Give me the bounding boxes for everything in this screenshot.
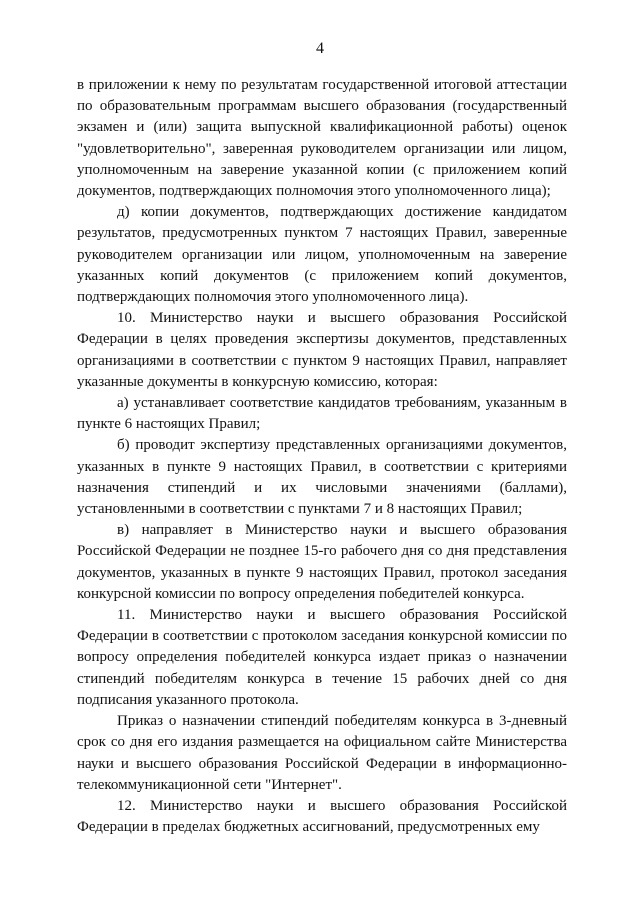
paragraph-item-a: а) устанавливает соответствие кандидатов требованиям, указанным в пункте 6 настоящих Правил; xyxy=(77,395,567,433)
paragraph-clause-10: 10. Министерство науки и высшего образования Российской Федерации в целях проведения экспертизы документов, представленных организациями в соответствии с пунктом 9 настоящих Правил, направляет указанные документы в конкурсную комиссию, которая: xyxy=(77,310,567,390)
paragraph-continuation: в приложении к нему по результатам государственной итоговой аттестации по образовательным программам высшего образования (государственный экзамен и (или) защита выпускной квалификационной работы) оценок "удовлетворительно", заверенная руководителем организации или лицом, уполномоченным на заверение указанной копии (с приложением копий документов, подтверждающих полномочия этого уполномоченного лица); xyxy=(77,77,567,200)
paragraph-item-v: в) направляет в Министерство науки и высшего образования Российской Федерации не позднее 15-го рабочего дня со дня представления документов, указанных в пункте 9 настоящих Правил, протокол заседания конкурсной комиссии по вопросу определения победителей конкурса. xyxy=(77,522,567,602)
document-body xyxy=(77,75,567,838)
page-number: 4 xyxy=(316,40,324,57)
paragraph-order-publication: Приказ о назначении стипендий победителям конкурса в 3-дневный срок со дня его издания размещается на официальном сайте Министерства науки и высшего образования Российской Федерации в информационно-телекоммуникационной сети "Интернет". xyxy=(77,713,567,793)
paragraph-clause-11: 11. Министерство науки и высшего образования Российской Федерации в соответствии с протоколом заседания конкурсной комиссии по вопросу определения победителей конкурса издает приказ о назначении стипендий победителям конкурса в течение 15 рабочих дней со дня подписания указанного протокола. xyxy=(77,607,567,708)
paragraph-item-d: д) копии документов, подтверждающих достижение кандидатом результатов, предусмотренных пунктом 7 настоящих Правил, заверенные руководителем организации или лицом, уполномоченным на заверение указанных копий документов (с приложением копий документов, подтверждающих полномочия этого уполномоченного лица). xyxy=(77,204,567,306)
paragraph-clause-12: 12. Министерство науки и высшего образования Российской Федерации в пределах бюджетных ассигнований, предусмотренных ему xyxy=(77,797,567,836)
paragraph-item-b: б) проводит экспертизу представленных организациями документов, указанных в пункте 9 настоящих Правил, в соответствии с критериями назначения стипендий и их числовыми значениями (баллами), установленными в соответствии с пунктами 7 и 8 настоящих Правил; xyxy=(77,437,567,518)
